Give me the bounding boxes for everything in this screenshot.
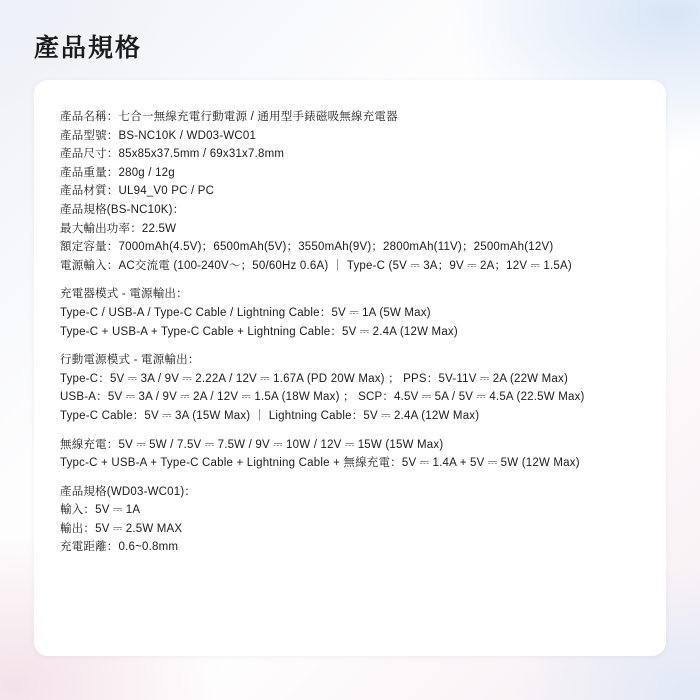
spec-line: 無線充電：5V ⎓ 5W / 7.5V ⎓ 7.5W / 9V ⎓ 10W / 12V ⎓ 15W (15W Max) [60,438,444,451]
spec-line: 充電距離：0.6~0.8mm [60,541,179,554]
spec-line: 產品規格(WD03-WC01)： [60,485,197,498]
spec-spacer [60,275,648,285]
spec-line: 輸入：5V ⎓ 1A [60,504,141,517]
spec-line: 輸出：5V ⎓ 2.5W MAX [60,522,183,535]
spec-list [60,108,648,557]
spec-line: 產品材質：UL94_V0 PC / PC [60,185,215,198]
spec-line: 產品尺寸：85x85x37.5mm / 69x31x7.8mm [60,148,285,161]
spec-spacer [60,473,648,483]
spec-spacer [60,426,648,436]
spec-line: USB-A：5V ⎓ 3A / 9V ⎓ 2A / 12V ⎓ 1.5A (18W Max) ； SCP：4.5V ⎓ 5A / 5V ⎓ 4.5A (22.5W Max) [60,391,585,404]
spec-line: 行動電源模式 - 電源輸出： [60,354,200,367]
spec-line: 產品重量：280g / 12g [60,166,175,179]
page-title: 產品規格 [34,34,143,62]
spec-line: Type-C Cable：5V ⎓ 3A (15W Max) ｜ Lightning Cable：5V ⎓ 2.4A (12W Max) [60,409,480,422]
spec-line: 產品型號：BS-NC10K / WD03-WC01 [60,129,257,142]
spec-card [34,80,666,656]
spec-line: 產品規格(BS-NC10K)： [60,203,185,216]
spec-line: Typc-C + USB-A + Type-C Cable + Lightning Cable + 無線充電：5V ⎓ 1.4A + 5V ⎓ 5W (12W Max) [60,457,580,470]
spec-spacer [60,341,648,351]
spec-line: Type-C：5V ⎓ 3A / 9V ⎓ 2.22A / 12V ⎓ 1.67A (PD 20W Max) ； PPS：5V-11V ⎓ 2A (22W Max) [60,372,568,385]
spec-line: Type-C + USB-A + Type-C Cable + Lightning Cable：5V ⎓ 2.4A (12W Max) [60,325,458,338]
spec-line: 最大輸出功率：22.5W [60,222,177,235]
spec-line: 額定容量：7000mAh(4.5V)；6500mAh(5V)；3550mAh(9V)；2800mAh(11V)；2500mAh(12V) [60,241,554,254]
spec-line: 產品名稱：七合一無線充電行動電源 / 通用型手錶磁吸無線充電器 [60,111,398,123]
spec-line: 電源輸入：AC交流電 (100-240V～；50/60Hz 0.6A) ｜ Type-C (5V ⎓ 3A；9V ⎓ 2A；12V ⎓ 1.5A) [60,259,572,272]
spec-line: Type-C / USB-A / Type-C Cable / Lightning Cable：5V ⎓ 1A (5W Max) [60,306,431,319]
spec-line: 充電器模式 - 電源輸出： [60,288,188,301]
